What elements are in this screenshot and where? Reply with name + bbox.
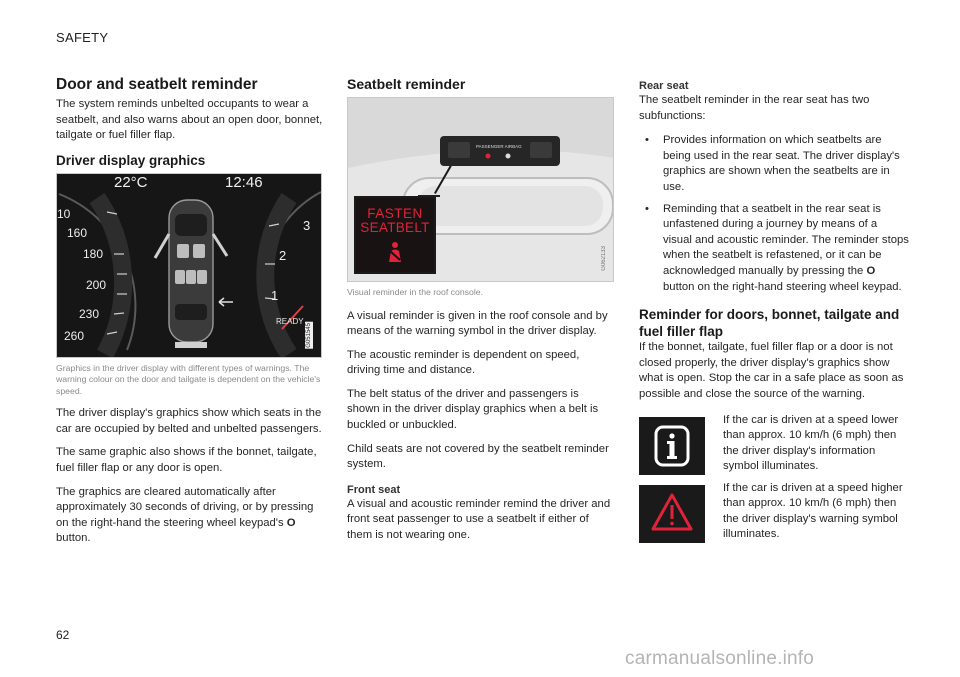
front-seat-heading: Front seat: [347, 483, 401, 496]
bullet-text-end: button on the right-hand steering wheel keypad.: [663, 280, 902, 293]
speed-tick-10: 10: [57, 206, 71, 221]
driver-display-figure: [56, 173, 322, 358]
page-title: Door and seatbelt reminder: [56, 76, 258, 93]
column-driver-display: [56, 76, 323, 547]
key-label: O: [286, 516, 296, 529]
clock-readout: 12:46: [225, 173, 263, 191]
figure-caption: Visual reminder in the roof console.: [347, 287, 484, 297]
speed-tick-180: 180: [83, 246, 104, 261]
doors-heading: Reminder for doors, bonnet, tailgate and fuel filler flap: [639, 307, 900, 340]
roof-console-figure: [347, 97, 614, 282]
intro-text: The system reminds unbelted occupants to wear a seatbelt, and also warns about an open door, bonnet, tailgate or fuel filler flap.: [56, 98, 323, 142]
rear-seat-heading: Rear seat: [639, 80, 689, 92]
section-header: SAFETY: [56, 30, 109, 45]
bullet-text: Reminding that a seatbelt in the rear seat is unfastened during a journey by means of a visual and acoustic reminder. The reminder stops when the seatbelt is refastened, or it can be acknowledged manually by pressing the: [663, 202, 909, 277]
figure-id: G062133: [601, 246, 607, 271]
bullet-item: • Reminding that a seatbelt in the rear seat is unfastened during a journey by means of a visual and acoustic reminder. The reminder stops when the seatbelt is refastened, or it can be acknowledged manually by pressing the O button on the right-hand steering wheel keypad.: [645, 202, 909, 293]
seatbelt-label: SEATBELT: [360, 220, 430, 235]
front-seat-text: A visual and acoustic reminder remind the driver and front seat passenger to use a seatbelt if either of them is not wearing one.: [347, 497, 611, 542]
bullet-text: Provides information on which seatbelts are being used in the rear seat. The driver display's graphics are shown when the seatbelts are in use.: [663, 134, 900, 193]
body-paragraph-4: Child seats are not covered by the seatbelt reminder system.: [347, 442, 609, 471]
warning-symbol-icon: [639, 485, 705, 543]
speed-tick-230: 230: [79, 306, 100, 321]
info-symbol-icon: [639, 417, 705, 475]
paragraph-text: The graphics are cleared automatically after approximately 30 seconds of driving, or by pressing on the right-hand the steering wheel keypad's: [56, 485, 314, 529]
body-paragraph-2: The acoustic reminder is dependent on speed, driving time and distance.: [347, 348, 580, 377]
speed-tick-260: 260: [64, 328, 85, 343]
instrument-cluster-graphic: [57, 174, 322, 358]
page-number: 62: [56, 628, 70, 642]
rpm-tick-3: 3: [303, 217, 311, 233]
fasten-label: FASTEN: [367, 206, 423, 221]
column-rear-seat: [639, 76, 909, 549]
body-paragraph-3: The belt status of the driver and passengers is shown in the driver display graphics when a belt is buckled or unbuckled.: [347, 387, 599, 432]
key-label: O: [866, 264, 876, 277]
rpm-tick-2: 2: [279, 247, 287, 263]
speed-tick-200: 200: [86, 277, 107, 292]
doors-text: If the bonnet, tailgate, fuel filler flap or a door is not closed properly, the driver display's graphics show what is open. Stop the car in a safe place as soon as possible and close the source of the warning.: [639, 341, 904, 400]
warning-symbol-row: [639, 481, 909, 549]
temperature-readout: 22°C: [114, 173, 148, 191]
info-symbol-row: [639, 413, 909, 481]
console-label: PASSENGER AIRBAG: [476, 144, 522, 149]
figure-id: G051545: [306, 323, 312, 348]
rear-seat-intro: The seatbelt reminder in the rear seat has two subfunctions:: [639, 94, 870, 122]
speed-tick-160: 160: [67, 225, 88, 240]
figure-caption: Graphics in the driver display with different types of warnings. The warning colour on the door and tailgate is dependent on the vehicle's speed.: [56, 362, 321, 396]
seatbelt-heading: Seatbelt reminder: [347, 76, 466, 92]
rpm-tick-1: 1: [271, 287, 279, 303]
body-paragraph-1: A visual reminder is given in the roof console and by means of the warning symbol in the driver display.: [347, 309, 608, 338]
ready-status: READY: [276, 316, 304, 326]
warning-symbol-text: If the car is driven at a speed higher than approx. 10 km/h (6 mph) then the driver display's warning symbol illuminates.: [723, 481, 903, 541]
watermark: carmanualsonline.info: [625, 648, 815, 669]
body-paragraph-2: The same graphic also shows if the bonnet, tailgate, fuel filler flap or any door is open.: [56, 446, 317, 475]
body-paragraph-1: The driver display's graphics show which seats in the car are occupied by belted and unbelted passengers.: [56, 407, 322, 435]
info-symbol-text: If the car is driven at a speed lower than approx. 10 km/h (6 mph) then the driver display's information symbol illuminates.: [723, 413, 899, 473]
driver-display-heading: Driver display graphics: [56, 152, 206, 168]
fasten-seatbelt-panel: [354, 196, 436, 274]
seatbelt-warning-icon: [383, 240, 407, 264]
body-paragraph-3: [56, 485, 323, 547]
column-seatbelt-reminder: [347, 76, 614, 544]
paragraph-text-end: button.: [56, 532, 91, 545]
bullet-item: • Provides information on which seatbelts are being used in the rear seat. The driver display's graphics are shown when the seatbelts are in use.: [645, 134, 900, 193]
